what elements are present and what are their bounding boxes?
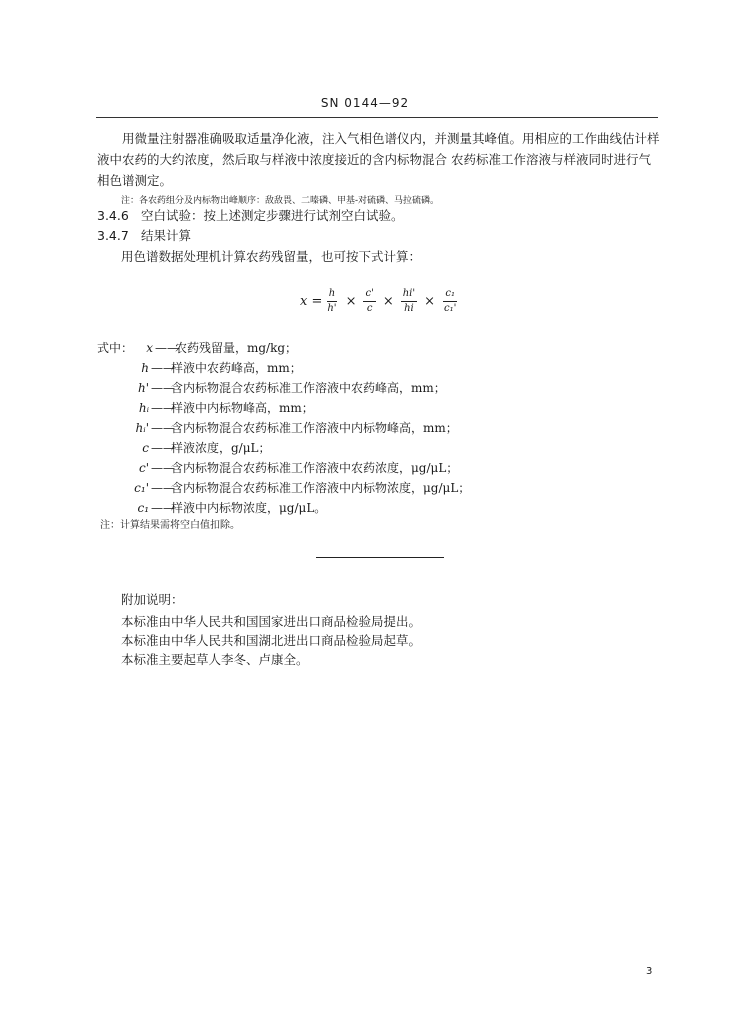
fraction-h [325,287,338,316]
variable-dash: —— [151,461,175,475]
numerator: hi' [401,287,417,302]
variable-symbol: hᵢ' [135,421,149,435]
variable-symbol: c' [138,461,149,475]
appendix-title: 附加说明： [121,592,184,607]
formula-lhs: x = [300,293,323,309]
denominator: hi [404,302,414,314]
variable-description: 样液中农药峰高，mm； [171,361,302,375]
numerator: c' [363,287,375,302]
section-title: 结果计算 [141,228,192,243]
times-operator: × [345,293,357,309]
variable-dash: —— [155,341,179,355]
variable-symbol: x [146,341,153,355]
variable-dash: —— [151,441,175,455]
variable-dash: —— [151,381,175,395]
variable-description: 含内标物混合农药标准工作溶液中内标物浓度，μg/μL； [171,481,471,495]
appendix-line: 本标准由中华人民共和国湖北进出口商品检验局起草。 [121,633,422,648]
appendix-line: 本标准主要起草人李冬、卢康全。 [121,652,309,667]
variable-dash: —— [151,421,175,435]
variable-description: 含内标物混合农药标准工作溶液中内标物峰高，mm； [171,421,458,435]
variable-description: 样液中内标物浓度，μg/μL。 [171,501,327,515]
header-rule [96,117,658,118]
variable-description: 农药残留量，mg/kg； [175,341,298,355]
times-operator: × [382,293,394,309]
variable-dash: —— [151,481,175,495]
appendix-line: 本标准由中华人民共和国国家进出口商品检验局提出。 [121,614,422,629]
denominator: c [366,302,373,314]
header-standard-number: SN 0144—92 [320,96,410,110]
denominator: c₁' [444,302,457,314]
section-3-4-6 [97,206,404,224]
section-number: 3.4.7 [97,228,129,243]
variable-symbol: c₁ [137,501,149,515]
note-blank-deduction: 注：计算结果需将空白值扣除。 [100,520,240,531]
note-elution-order: 注：各农药组分及内标物出峰顺序：敌敌畏、二嗪磷、甲基-对硫磷、马拉硫磷。 [121,196,440,206]
variable-dash: —— [151,401,175,415]
calc-intro: 用色谱数据处理机计算农药残留量，也可按下式计算： [121,249,422,264]
section-text: 空白试验：按上述测定步骤进行试剂空白试验。 [141,208,404,223]
section-number: 3.4.6 [97,208,129,223]
page-number: 3 [646,966,653,977]
variable-symbol: h' [137,381,149,395]
variable-symbol: hᵢ [138,401,149,415]
variable-description: 含内标物混合农药标准工作溶液中农药峰高，mm； [171,381,446,395]
variable-symbol: h [141,361,149,375]
variable-description: 样液浓度，g/μL； [171,441,271,455]
paragraph-injection: 用微量注射器准确吸取适量净化液，注入气相色谱仪内，并测量其峰值。用相应的工作曲线估计样液中农药的大约浓度，然后取与样液中浓度接近的含内标物混合 农药标准工作溶液与样液同时进行气相色谱测定。 [97,131,660,188]
variable-description: 含内标物混合农药标准工作溶液中农药浓度，μg/μL； [171,461,459,475]
where-label: 式中： [97,341,134,355]
numerator: h [327,287,337,302]
fraction-c1 [442,287,458,316]
variable-symbol: c₁' [134,481,149,495]
fraction-c [363,287,375,316]
times-operator: × [424,293,436,309]
fraction-hi [401,287,417,316]
variable-symbol: c [142,441,149,455]
result-formula [300,282,461,320]
variable-dash: —— [151,501,175,515]
variable-description: 样液中内标物峰高，mm； [171,401,314,415]
separator-rule [316,557,444,558]
numerator: c₁ [443,287,457,302]
variable-dash: —— [151,361,175,375]
denominator: h' [327,302,337,314]
section-3-4-7 [97,226,191,244]
